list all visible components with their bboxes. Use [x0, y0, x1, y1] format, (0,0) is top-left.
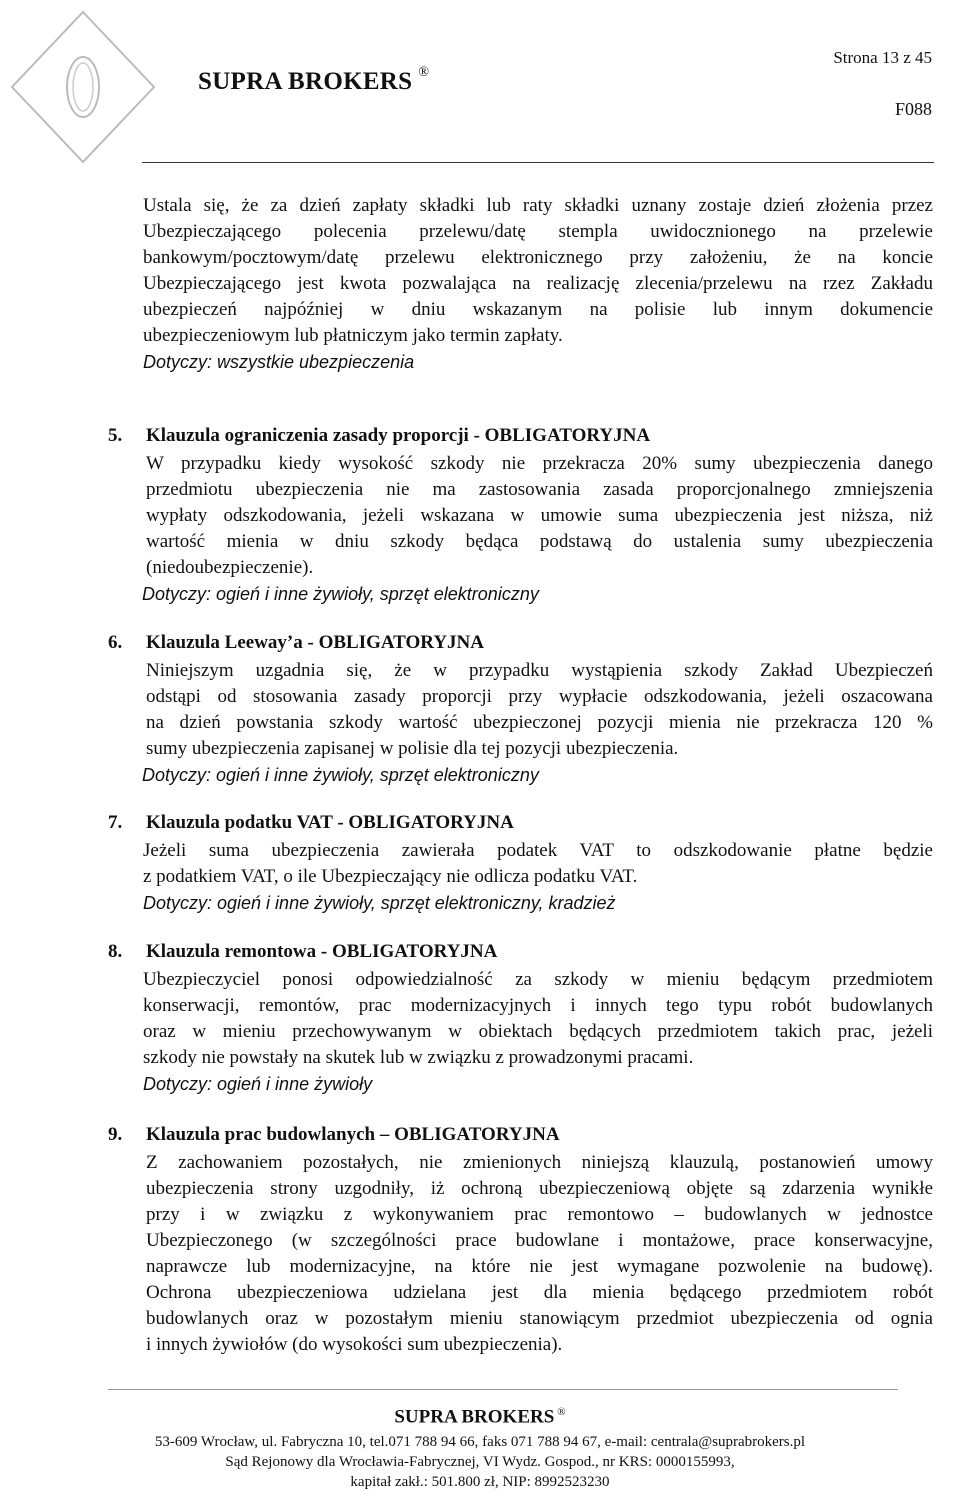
text-line: Ubezpieczającego jest kwota pozwalająca na realizację zlecenia/przelewu na rzez Zakładu — [143, 273, 933, 294]
clause-title: Klauzula remontowa - OBLIGATORYJNA — [146, 941, 498, 962]
text-line: Jeżeli suma ubezpieczenia zawierała podatek VAT to odszkodowanie płatne będzie — [143, 840, 933, 861]
clause-body — [143, 838, 933, 916]
applies-to: Dotyczy: wszystkie ubezpieczenia — [143, 352, 415, 372]
clause-title: Klauzula ograniczenia zasady proporcji - OBLIGATORYJNA — [146, 425, 651, 446]
text-line: wartość mienia w dniu szkody będąca podstawą do ustalenia sumy ubezpieczenia — [146, 531, 933, 552]
clause-heading — [108, 425, 651, 447]
clause-number: 5. — [108, 425, 123, 446]
text-line: ubezpieczeniowym lub płatniczym jako termin zapłaty. — [143, 325, 563, 346]
text-line: Ubezpieczającego polecenia przelewu/datę stempla uwidocznionego na przelewie — [143, 221, 933, 242]
footer-capital: kapitał zakł.: 501.800 zł, NIP: 8992523230 — [350, 1474, 610, 1491]
text-line: oraz w mieniu przechowywanym w obiektach będących przedmiotem takich prac, jeżeli — [143, 1021, 933, 1042]
text-line: Ubezpieczyciel ponosi odpowiedzialność za szkody w mieniu będącym przedmiotem — [143, 969, 933, 990]
text-line: na dzień powstania szkody wartość ubezpieczonej pozycji mienia nie przekracza 120 % — [146, 712, 933, 733]
header-brand: SUPRA BROKERS ® — [198, 64, 430, 95]
clause-body — [142, 658, 933, 788]
text-line: przy i w związku z wykonywaniem prac remontowo – budowlanych w jednostce — [146, 1204, 933, 1225]
clause-title: Klauzula podatku VAT - OBLIGATORYJNA — [146, 812, 514, 833]
header-divider — [142, 162, 934, 163]
text-line: wypłaty odszkodowania, jeżeli wskazana w umowie suma ubezpieczenia jest niższa, niż — [146, 505, 933, 526]
text-line: ubezpieczenia strony uzgodniły, iż ochroną ubezpieczeniową objęte są zdarzenia wynikłe — [146, 1178, 933, 1199]
registered-mark: ® — [557, 1406, 566, 1418]
form-code: F088 — [894, 99, 932, 119]
footer-address: 53-609 Wrocław, ul. Fabryczna 10, tel.071 788 94 66, faks 071 788 94 67, e-mail: centrala@suprabrokers.pl — [154, 1434, 806, 1451]
clause-heading — [108, 941, 498, 963]
text-line: szkody nie powstały na skutek lub w związku z prowadzonymi pracami. — [143, 1047, 694, 1068]
text-line: W przypadku kiedy wysokość szkody nie przekracza 20% sumy ubezpieczenia danego — [146, 453, 933, 474]
clause-body — [142, 451, 933, 607]
footer-brand: SUPRA BROKERS ® — [394, 1406, 566, 1428]
text-line: Z zachowaniem pozostałych, nie zmienionych niniejszą klauzulą, postanowień umowy — [146, 1152, 933, 1173]
text-line: ubezpieczeń najpóźniej w dniu wskazanym na polisie lub innym dokumencie — [143, 299, 933, 320]
registered-mark: ® — [418, 64, 430, 80]
company-logo — [8, 8, 158, 166]
footer-divider — [108, 1389, 898, 1390]
clause-number: 7. — [108, 812, 123, 833]
clause-title: Klauzula prac budowlanych – OBLIGATORYJNA — [146, 1124, 560, 1145]
clause-number: 8. — [108, 941, 123, 962]
clause-number: 9. — [108, 1124, 123, 1145]
text-line: odstąpi od stosowania zasady proporcji przy wypłacie odszkodowania, jeżeli oszacowana — [146, 686, 933, 707]
text-line: konserwacji, remontów, prac modernizacyjnych i innych tego typu robót budowlanych — [143, 995, 933, 1016]
text-line: budowlanych oraz w pozostałym mieniu stanowiącym przedmiot ubezpieczenia od ognia — [146, 1308, 933, 1329]
clause-heading — [108, 632, 485, 654]
text-line: (niedoubezpieczenie). — [146, 557, 314, 578]
applies-to: Dotyczy: ogień i inne żywioły, sprzęt elektroniczny, kradzież — [143, 893, 616, 913]
text-line: przedmiotu ubezpieczenia nie ma zastosowania zasada proporcjonalnego zmniejszenia — [146, 479, 933, 500]
text-line: Ubezpieczonego (w szczególności prace budowlane i montażowe, prace konserwacyjne, — [146, 1230, 933, 1251]
applies-to: Dotyczy: ogień i inne żywioły, sprzęt elektroniczny — [142, 584, 539, 604]
text-line: Ochrona ubezpieczeniowa udzielana jest dla mienia będącego przedmiotem robót — [146, 1282, 933, 1303]
text-line: Ustala się, że za dzień zapłaty składki lub raty składki uznany zostaje dzień złożenia przez — [143, 195, 933, 216]
text-line: i innych żywiołów (do wysokości sum ubezpieczenia). — [146, 1334, 563, 1355]
text-line: z podatkiem VAT, o ile Ubezpieczający nie odlicza podatku VAT. — [143, 866, 638, 887]
clause-number: 6. — [108, 632, 123, 653]
clause-body — [146, 1150, 933, 1358]
applies-to: Dotyczy: ogień i inne żywioły, sprzęt elektroniczny — [142, 765, 539, 785]
applies-to: Dotyczy: ogień i inne żywioły — [143, 1074, 373, 1094]
footer — [100, 1406, 860, 1492]
footer-court: Sąd Rejonowy dla Wrocławia-Fabrycznej, VI Wydz. Gospod., nr KRS: 0000155993, — [225, 1454, 735, 1471]
clause-heading — [108, 1124, 560, 1146]
clause-heading — [108, 812, 514, 834]
text-line: naprawcze lub modernizacyjne, na które nie jest wymagane pozwolenie na budowę). — [146, 1256, 933, 1277]
page-number: Strona 13 z 45 — [833, 48, 932, 67]
text-line: sumy ubezpieczenia zapisanej w polisie dla tej pozycji ubezpieczenia. — [146, 738, 679, 759]
clause-title: Klauzula Leeway’a - OBLIGATORYJNA — [146, 632, 485, 653]
intro-paragraph — [143, 193, 933, 375]
clause-body — [143, 967, 933, 1097]
text-line: bankowym/pocztowym/datę przelewu elektronicznego przy założeniu, że na koncie — [143, 247, 933, 268]
text-line: Niniejszym uzgadnia się, że w przypadku wystąpienia szkody Zakład Ubezpieczeń — [146, 660, 933, 681]
